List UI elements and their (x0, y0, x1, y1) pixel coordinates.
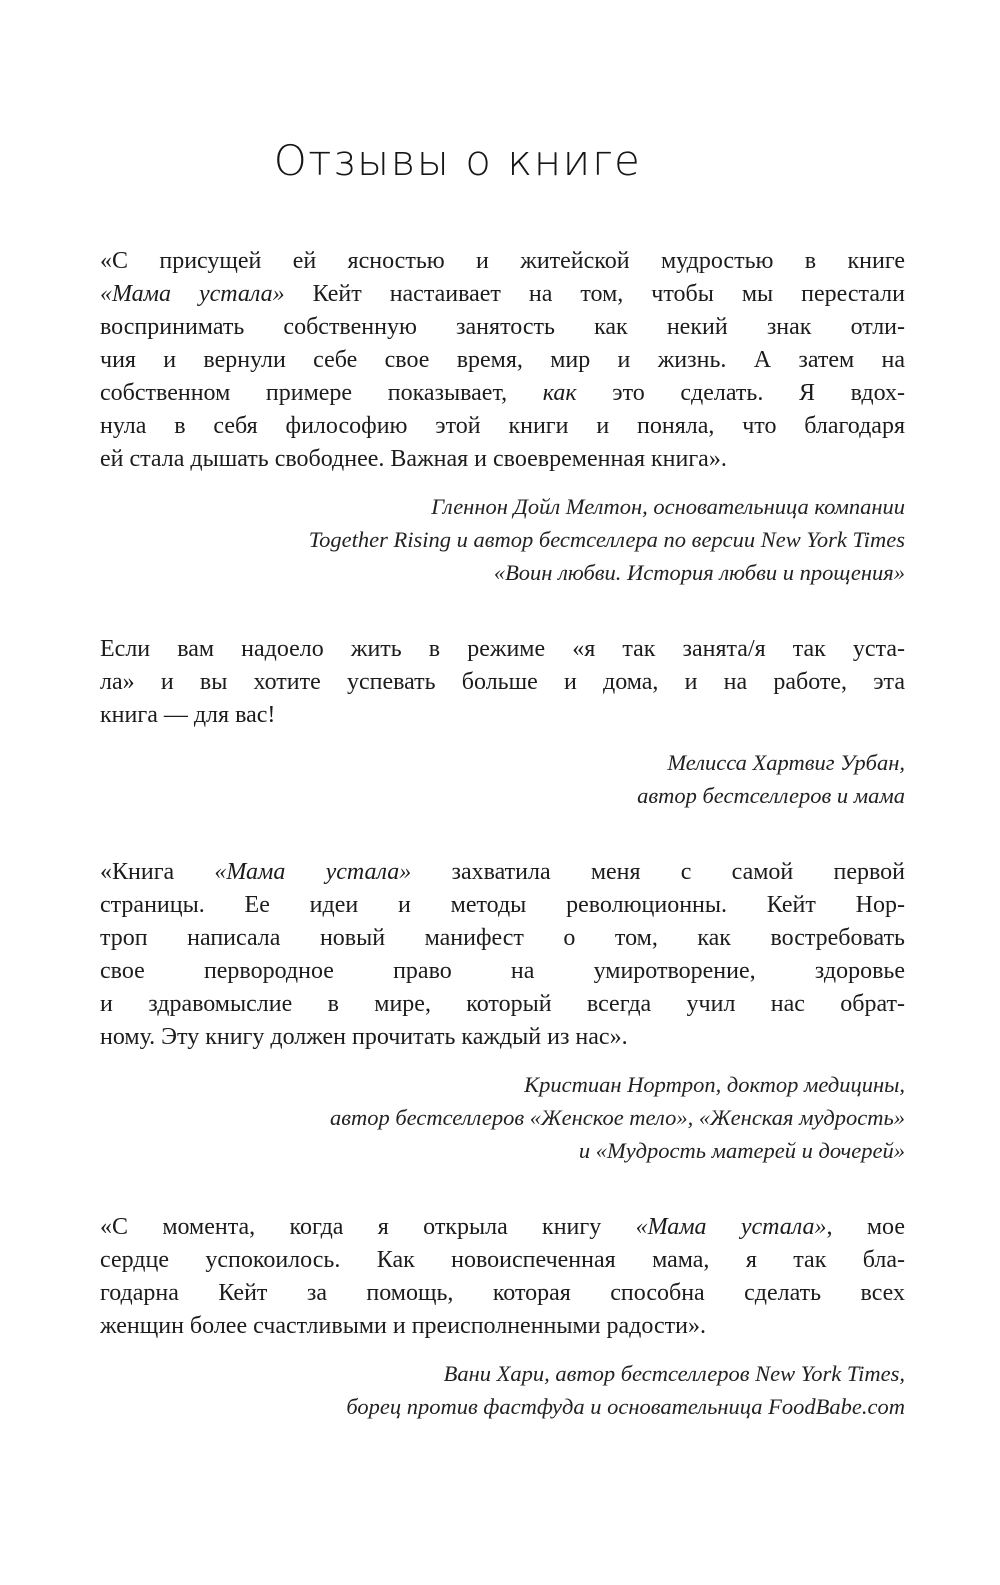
quote-text-run: ла» и вы хотите успевать больше и дома, и на работе, эта (100, 669, 905, 695)
quote-text-run: троп написала новый манифест о том, как востребовать (100, 925, 905, 951)
quote-text-run: «Мама устала» (214, 859, 412, 885)
attribution-line: автор бестселлеров «Женское тело», «Женская мудрость» (329, 1105, 905, 1130)
review-quote-line (100, 245, 905, 278)
quote-text-run: женщин более счастливыми и преисполненными радости». (100, 1313, 706, 1339)
review-block (100, 1211, 905, 1423)
reviews-list (100, 245, 905, 1423)
quote-text-run: нула в себя философию этой книги и поняла, что благодаря (100, 413, 905, 439)
quote-text-run: и здравомыслие в мире, который всегда учил нас обрат- (100, 991, 905, 1017)
review-block (100, 245, 905, 589)
quote-text-run: «Книга (100, 859, 215, 885)
review-quote (100, 633, 905, 732)
review-quote-line (100, 1244, 905, 1277)
review-quote-line (100, 889, 905, 922)
review-quote-line (100, 443, 905, 476)
review-quote (100, 1211, 905, 1343)
review-block (100, 633, 905, 812)
review-attribution (100, 1068, 905, 1167)
quote-text-run: «С присущей ей ясностью и житейской мудростью в книге (100, 248, 905, 274)
quote-text-run: годарна Кейт за помощь, которая способна сделать всех (100, 1280, 905, 1306)
quote-text-run: страницы. Ее идеи и методы революционны. Кейт Нор- (100, 892, 905, 918)
attribution-line: Мелисса Хартвиг Урбан, (667, 750, 905, 775)
quote-text-run: , мое (826, 1214, 906, 1240)
review-attribution (100, 1357, 905, 1423)
review-quote-line (100, 377, 905, 410)
quote-text-run: собственном примере показывает, (100, 380, 543, 406)
quote-text-run: свое первородное право на умиротворение, здоровье (100, 958, 905, 984)
review-quote-line (100, 633, 905, 666)
attribution-line: Гленнон Дойл Мелтон, основательница компании (431, 494, 905, 519)
review-quote-line (100, 922, 905, 955)
page-title: Отзывы о книге (273, 136, 642, 185)
review-quote-line (100, 1021, 905, 1054)
quote-text-run: ному. Эту книгу должен прочитать каждый из нас». (100, 1024, 628, 1050)
review-quote (100, 245, 905, 476)
review-block (100, 856, 905, 1167)
quote-text-run: книга — для вас! (100, 702, 276, 728)
review-quote-line (100, 1310, 905, 1343)
quote-text-run: захватила меня с самой первой (411, 859, 905, 885)
attribution-line: автор бестселлеров и мама (637, 783, 905, 808)
quote-text-run: «С момента, когда я открыла книгу (100, 1214, 636, 1240)
quote-text-run: сердце успокоилось. Как новоиспеченная мама, я так бла- (100, 1247, 905, 1273)
review-quote-line (100, 311, 905, 344)
attribution-line: борец против фастфуда и основательница FoodBabe.com (346, 1394, 905, 1419)
review-attribution (100, 746, 905, 812)
review-quote-line (100, 278, 905, 311)
review-quote (100, 856, 905, 1054)
attribution-line: Together Rising и автор бестселлера по версии New York Times (308, 527, 905, 552)
quote-text-run: как (542, 380, 577, 406)
quote-text-run: Кейт настаивает на том, чтобы мы перестали (284, 281, 905, 307)
review-quote-line (100, 988, 905, 1021)
review-quote-line (100, 1277, 905, 1310)
quote-text-run: ей стала дышать свободнее. Важная и своевременная книга». (100, 446, 727, 472)
quote-text-run: «Мама устала» (635, 1214, 827, 1240)
quote-text-run: это сделать. Я вдох- (576, 380, 905, 406)
review-quote-line (100, 1211, 905, 1244)
review-attribution (100, 490, 905, 589)
attribution-line: Кристиан Нортроп, доктор медицины, (524, 1072, 905, 1097)
review-quote-line (100, 856, 905, 889)
quote-text-run: «Мама устала» (100, 281, 285, 307)
attribution-line: «Воин любви. История любви и прощения» (493, 560, 905, 585)
review-quote-line (100, 344, 905, 377)
review-quote-line (100, 955, 905, 988)
review-quote-line (100, 410, 905, 443)
quote-text-run: чия и вернули себе свое время, мир и жизнь. А затем на (100, 347, 905, 373)
review-quote-line (100, 699, 905, 732)
attribution-line: и «Мудрость матерей и дочерей» (578, 1138, 905, 1163)
attribution-line: Вани Хари, автор бестселлеров New York Times, (443, 1361, 905, 1386)
quote-text-run: Если вам надоело жить в режиме «я так занята/я так уста- (100, 636, 905, 662)
review-quote-line (100, 666, 905, 699)
quote-text-run: воспринимать собственную занятость как некий знак отли- (100, 314, 905, 340)
